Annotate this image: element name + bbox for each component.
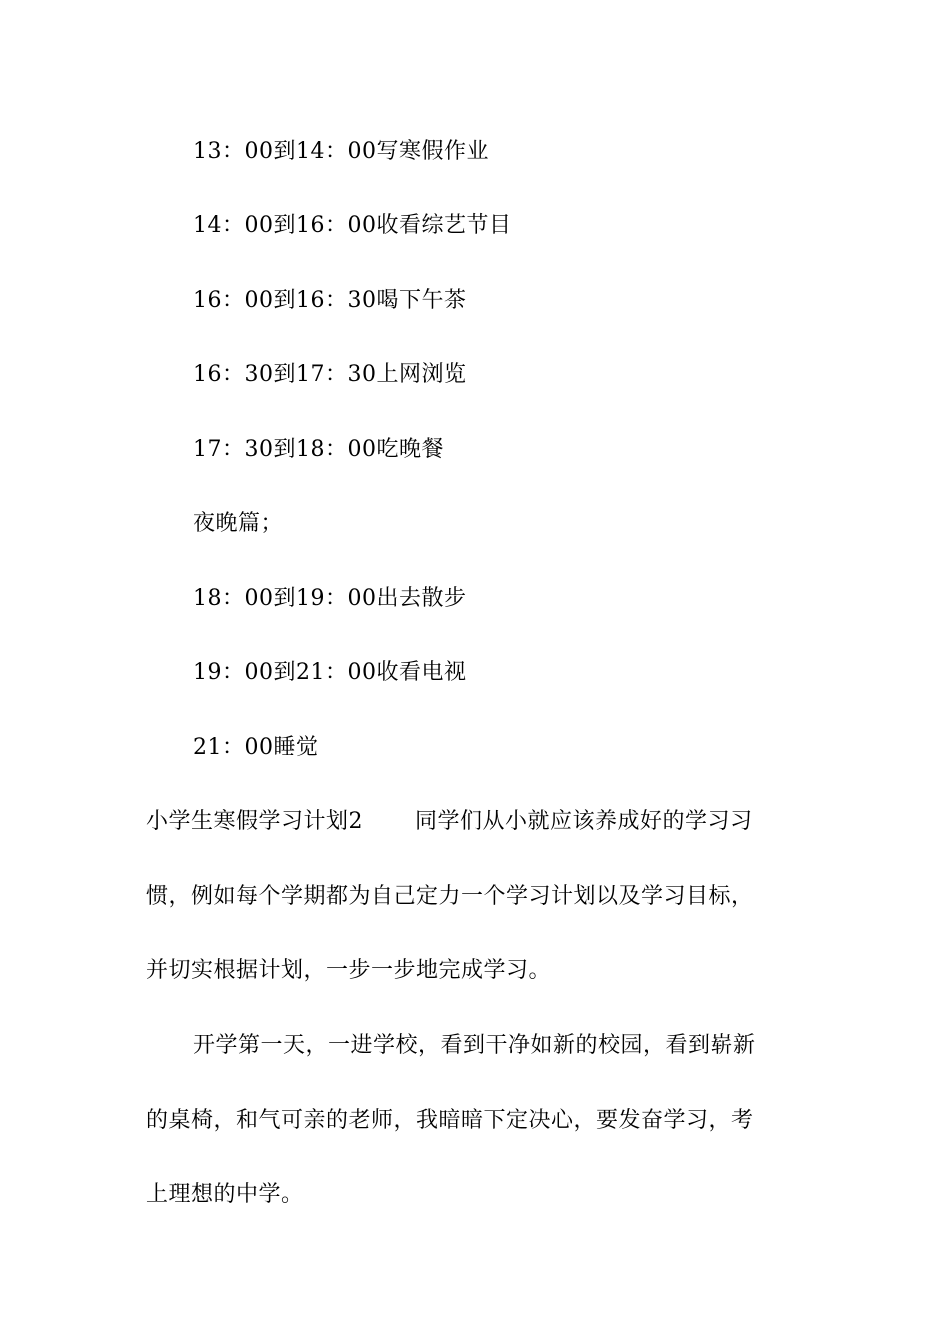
schedule-line-4: 16：30到17：30上网浏览: [193, 362, 467, 387]
paragraph1-line3: 并切实根据计划，一步一步地完成学习。: [146, 958, 552, 983]
paragraph2-line1: 开学第一天，一进学校，看到干净如新的校园，看到崭新: [193, 1033, 756, 1058]
section-title: 小学生寒假学习计划2: [146, 809, 363, 834]
schedule-line-1: 13：00到14：00写寒假作业: [193, 139, 489, 164]
evening-schedule-line-1: 18：00到19：00出去散步: [193, 586, 467, 611]
evening-heading: 夜晚篇；: [193, 511, 284, 536]
schedule-line-3: 16：00到16：30喝下午茶: [193, 288, 467, 313]
paragraph1-line2: 惯，例如每个学期都为自己定力一个学习计划以及学习目标，: [146, 884, 754, 909]
schedule-line-2: 14：00到16：00收看综艺节目: [193, 213, 512, 238]
paragraph1-line1: 同学们从小就应该养成好的学习习: [415, 809, 753, 834]
evening-schedule-line-2: 19：00到21：00收看电视: [193, 660, 467, 685]
paragraph2-line3: 上理想的中学。: [146, 1182, 304, 1207]
evening-schedule-line-3: 21：00睡觉: [193, 735, 319, 760]
section-title-line: [146, 807, 753, 837]
schedule-line-5: 17：30到18：00吃晚餐: [193, 437, 444, 462]
paragraph2-line2: 的桌椅，和气可亲的老师，我暗暗下定决心，要发奋学习，考: [146, 1108, 754, 1133]
